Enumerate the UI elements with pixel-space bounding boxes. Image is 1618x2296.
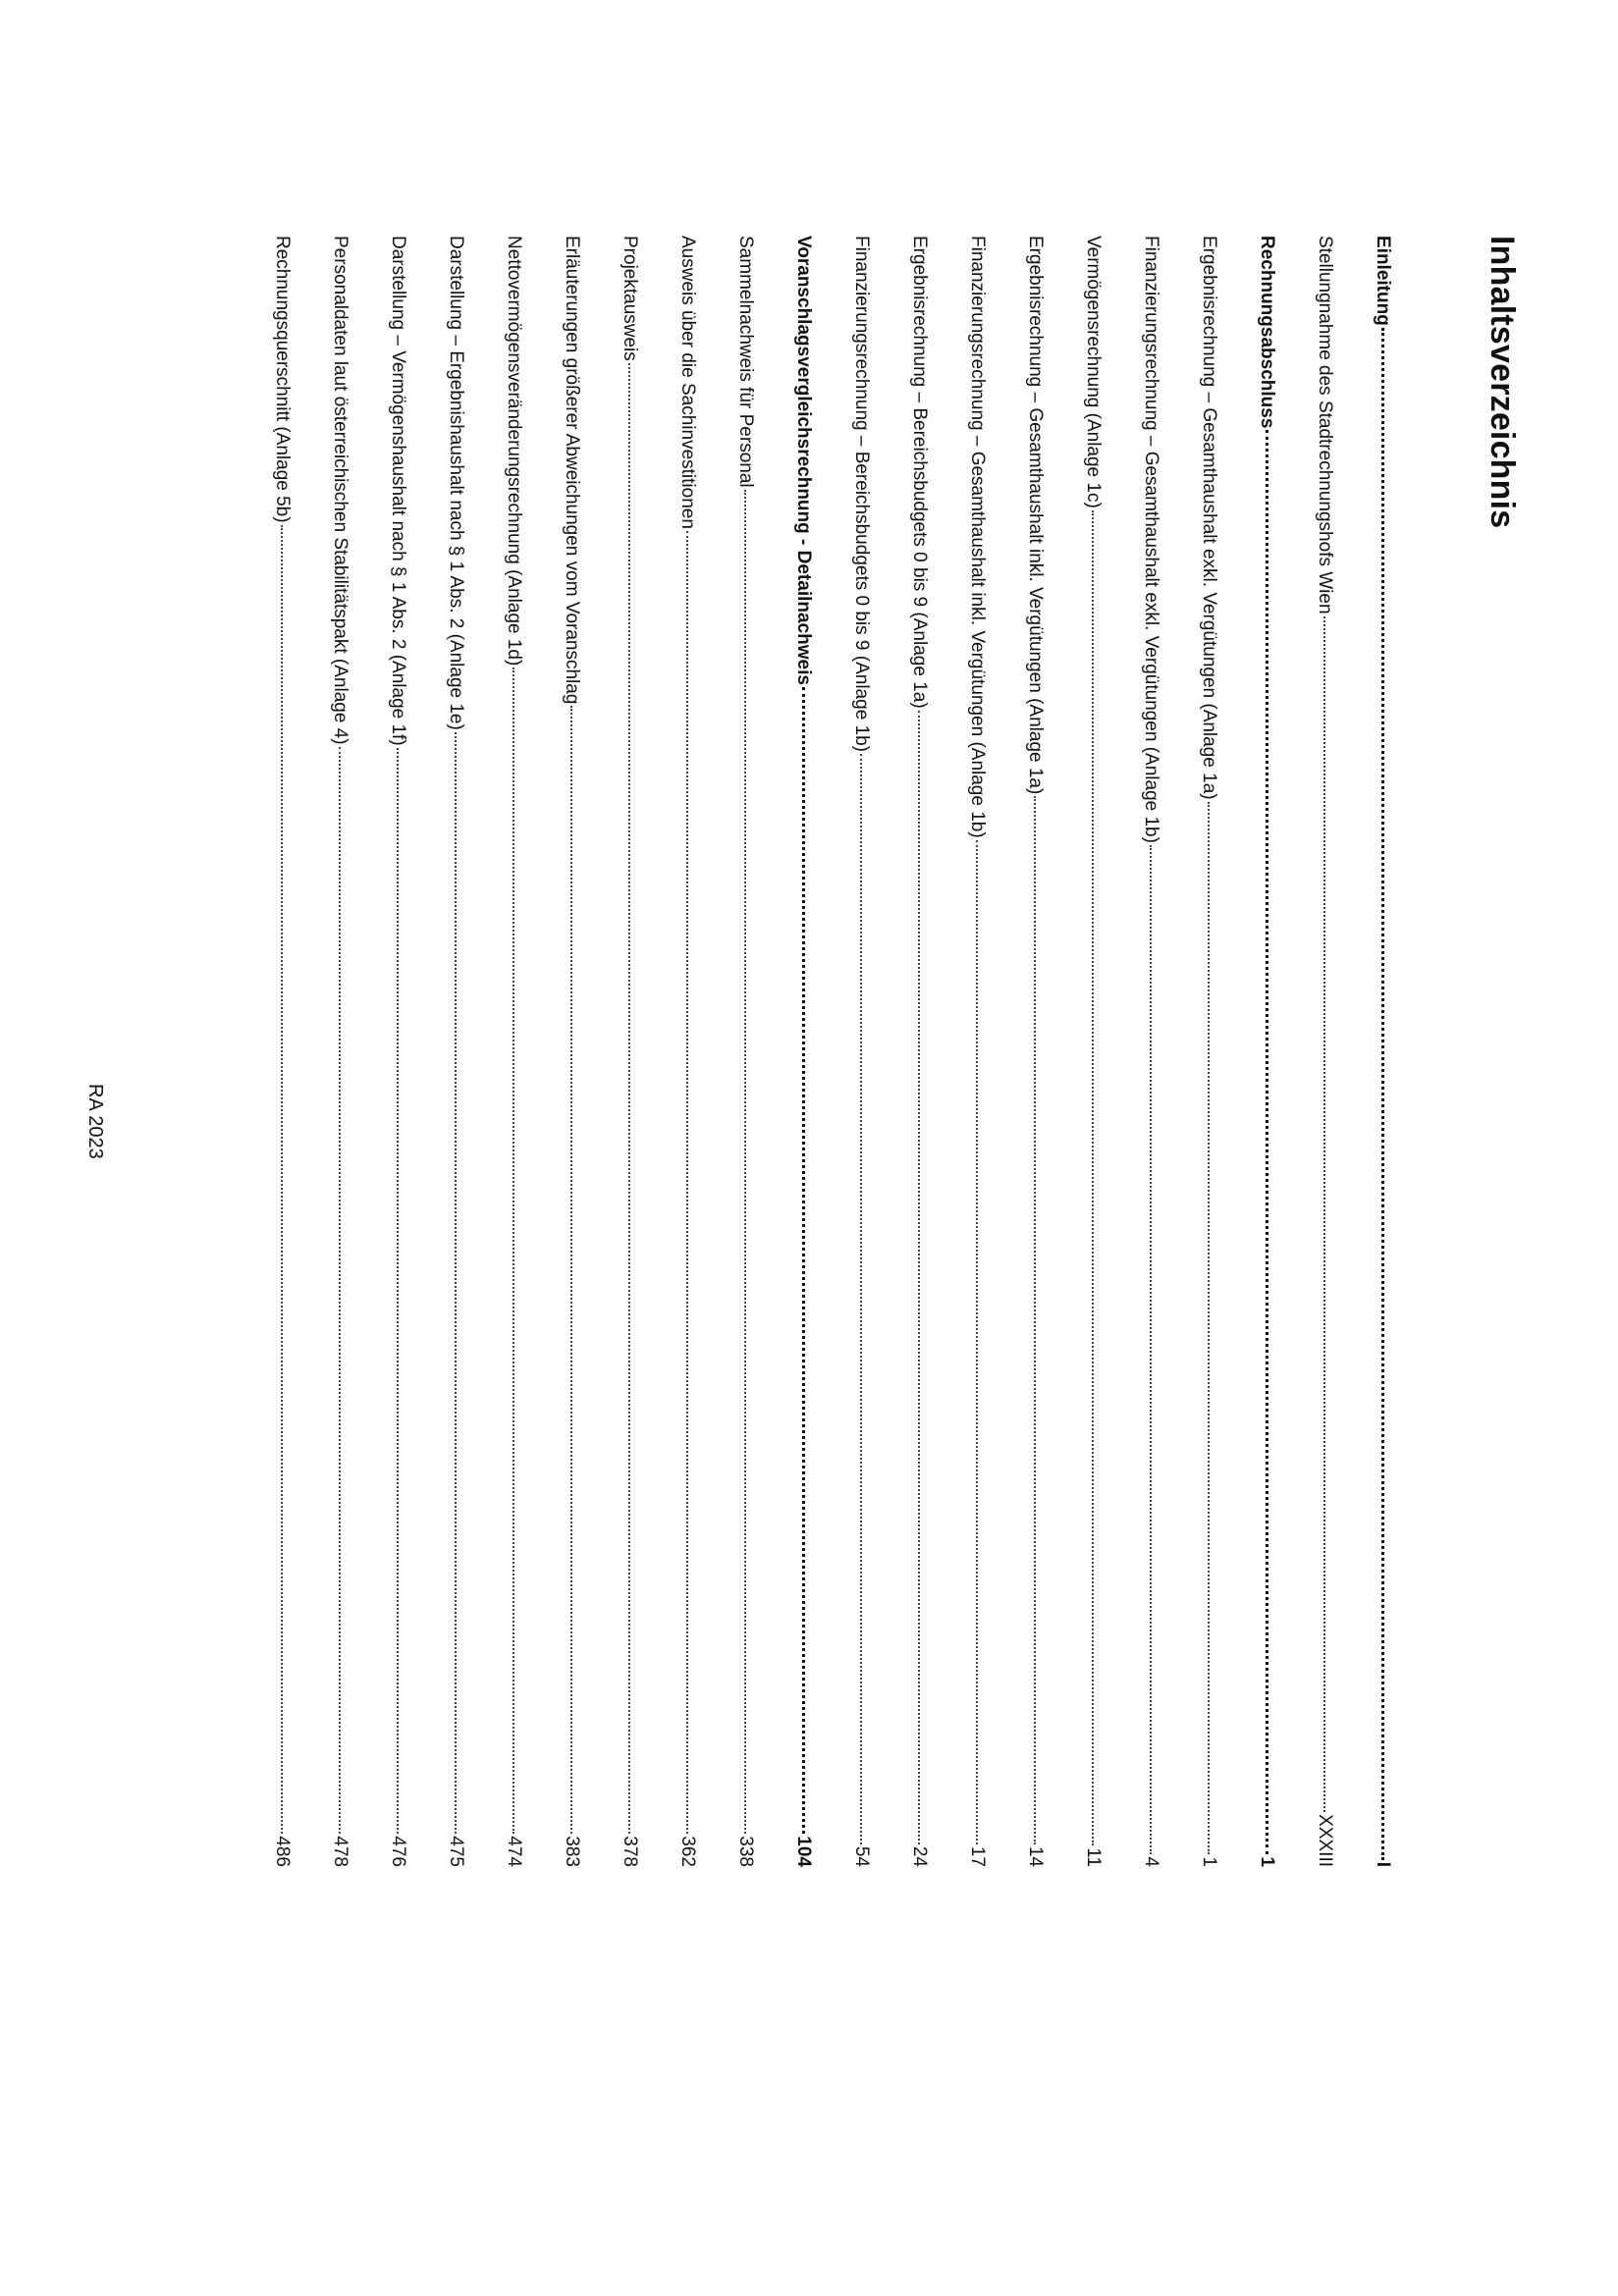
toc-entry-label: Finanzierungsrechnung – Gesamthaushalt exkl. Vergütungen (Anlage 1b) (1141, 236, 1161, 843)
toc-entry-label: Vermögensrechnung (Anlage 1c) (1083, 236, 1104, 508)
toc-entry-page-number: 474 (504, 1836, 524, 1867)
toc-entry-label: Voranschlagsvergleichsrechnung - Detailnachweis (793, 236, 814, 685)
toc-dot-leader (686, 531, 688, 1834)
toc-dot-leader (570, 706, 572, 1834)
toc-entry-label: Personaldaten laut österreichischen Stabilitätspakt (Anlage 4) (330, 236, 351, 745)
toc-entry[interactable] (873, 236, 931, 1867)
toc-entry[interactable] (989, 236, 1047, 1867)
toc-dot-leader (918, 711, 920, 1844)
toc-entry[interactable] (351, 236, 409, 1867)
toc-dot-leader (1034, 796, 1036, 1844)
toc-entry[interactable] (931, 236, 989, 1867)
toc-entry-page-number: 475 (446, 1836, 466, 1867)
toc-entry-page-number: 54 (851, 1845, 872, 1867)
toc-dot-leader (1208, 802, 1210, 1855)
toc-dot-leader (512, 667, 514, 1834)
toc-entry-page-number: 4 (1141, 1856, 1161, 1867)
toc-dot-leader (860, 754, 862, 1844)
toc-entry[interactable] (1105, 236, 1162, 1867)
toc-entry-label: Finanzierungsrechnung – Bereichsbudgets 0 bis 9 (Anlage 1b) (851, 236, 872, 752)
toc-entry[interactable] (294, 236, 351, 1867)
toc-entry-label: Erläuterungen größerer Abweichungen vom Voranschlag (562, 236, 582, 705)
toc-entry-label: Ergebnisrechnung – Gesamthaushalt exkl. Vergütungen (Anlage 1a) (1199, 236, 1219, 800)
toc-entry-label: Stellungnahme des Stadtrechnungshofs Wien (1315, 236, 1335, 614)
toc-dot-leader (281, 525, 283, 1835)
toc-dot-leader (1381, 328, 1384, 1860)
toc-entry[interactable] (409, 236, 467, 1867)
toc-dot-leader (1266, 430, 1268, 1854)
toc-entry-label: Einleitung (1373, 236, 1393, 326)
toc-dot-leader (1092, 510, 1094, 1845)
toc-entry-label: Rechnungsabschluss (1257, 236, 1277, 429)
toc-entry-page-number: 476 (388, 1836, 408, 1867)
toc-entry-label: Sammelnachweis für Personal (735, 236, 756, 488)
toc-entry-page-number: XXXIII (1315, 1814, 1335, 1867)
toc-dot-leader (802, 687, 805, 1834)
toc-dot-leader (744, 490, 746, 1835)
toc-entry-label: Darstellung – Ergebnishaushalt nach § 1 Abs. 2 (Anlage 1e) (446, 236, 466, 730)
toc-entry-label: Rechnungsquerschnitt (Anlage 5b) (272, 236, 293, 523)
toc-entry-label: Ergebnisrechnung – Bereichsbudgets 0 bis 9 (Anlage 1a) (909, 236, 930, 709)
toc-dot-leader (628, 363, 630, 1835)
toc-entry[interactable] (1278, 236, 1336, 1867)
toc-entry[interactable] (583, 236, 641, 1867)
toc-entry-page-number: 14 (1025, 1845, 1046, 1867)
toc-entry-page-number: I (1373, 1861, 1393, 1867)
toc-entry-label: Ausweis über die Sachinvestitionen (677, 236, 698, 529)
toc-entry-page-number: 17 (967, 1845, 988, 1867)
page-footer: RA 2023 (84, 1084, 106, 1159)
toc-entry-page-number: 486 (272, 1836, 293, 1867)
toc-entry[interactable] (525, 236, 583, 1867)
toc-entry-page-number: 338 (735, 1836, 756, 1867)
toc-dot-leader (455, 732, 457, 1834)
toc-entry-page-number: 1 (1257, 1856, 1277, 1867)
toc-dot-leader (1323, 616, 1325, 1813)
toc-entry[interactable] (699, 236, 757, 1867)
toc-entry-page-number: 104 (793, 1836, 814, 1867)
toc-entry[interactable] (236, 236, 294, 1867)
table-of-contents (236, 236, 1394, 1867)
toc-dot-leader (976, 840, 978, 1844)
toc-entry-page-number: 11 (1083, 1847, 1104, 1867)
toc-entry-page-number: 383 (562, 1836, 582, 1867)
toc-entry-page-number: 362 (677, 1836, 698, 1867)
page-title: Inhaltsverzeichnis (1483, 236, 1521, 529)
toc-entry-label: Ergebnisrechnung – Gesamthaushalt inkl. Vergütungen (Anlage 1a) (1025, 236, 1046, 795)
toc-dot-leader (339, 747, 341, 1835)
toc-dot-leader (1150, 845, 1152, 1854)
toc-entry[interactable] (1336, 236, 1394, 1867)
toc-entry[interactable] (1047, 236, 1105, 1867)
toc-entry[interactable] (1220, 236, 1278, 1867)
toc-entry-page-number: 1 (1199, 1856, 1219, 1867)
toc-entry-page-number: 378 (620, 1836, 640, 1867)
toc-entry[interactable] (467, 236, 525, 1867)
toc-entry-label: Nettovermögensveränderungsrechnung (Anlage 1d) (504, 236, 524, 667)
toc-entry-label: Darstellung – Vermögenshaushalt nach § 1 Abs. 2 (Anlage 1f) (388, 236, 408, 746)
toc-entry-label: Projektausweis (620, 236, 640, 361)
toc-entry-page-number: 478 (330, 1836, 351, 1867)
toc-entry-page-number: 24 (909, 1845, 930, 1867)
toc-dot-leader (397, 748, 399, 1835)
toc-entry[interactable] (641, 236, 699, 1867)
toc-entry[interactable] (815, 236, 873, 1867)
toc-entry-label: Finanzierungsrechnung – Gesamthaushalt inkl. Vergütungen (Anlage 1b) (967, 236, 988, 838)
toc-entry[interactable] (1162, 236, 1220, 1867)
toc-entry[interactable] (757, 236, 815, 1867)
